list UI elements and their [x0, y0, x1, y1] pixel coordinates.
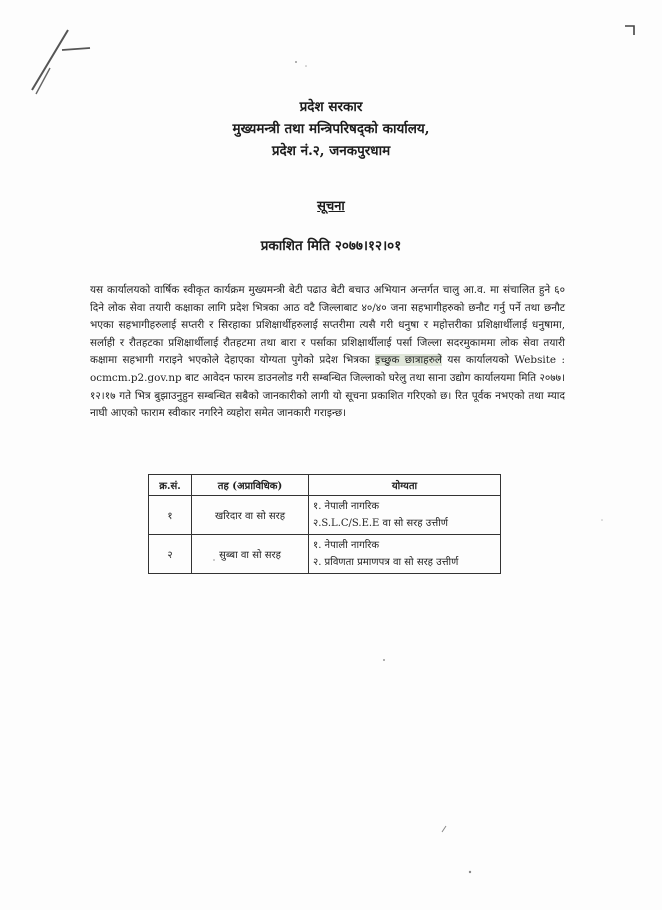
table-row — [149, 496, 501, 535]
eligibility-table — [148, 474, 501, 574]
letterhead-line-province: प्रदेश नं.२, जनकपुरधाम — [271, 143, 391, 159]
table-header-row — [149, 475, 501, 496]
published-date: प्रकाशित मिति २०७७।१२।०१ — [260, 238, 402, 254]
qualification-item: १. नेपाली नागरिक — [313, 501, 380, 512]
column-header-level: तह (अप्राविधिक) — [192, 475, 309, 496]
notice-body — [90, 282, 565, 423]
letterhead-line-government: प्रदेश सरकार — [299, 99, 363, 115]
qualification-item: २. प्रविणता प्रमाणपत्र वा सो सरह उत्तीर्ण — [313, 557, 459, 568]
notice-body-part2: यस कार्यालयको Website : ocmcm.p2.gov.np बाट आवेदन फारम डाउनलोड गरी सम्बन्धित जिल्लाको घरेलु तथा साना उद्योग कार्यालयमा मिति २०७७।१२।१७ गते भित्र बुझाउनुहुन सम्बन्धित सबैको जानकारीको लागी यो सूचना प्रकाशित गरिएको छ। रित पूर्वक नभएको तथा म्याद नाघी आएको फाराम स्वीकार नगरिने व्यहोरा समेत जानकारी गराइन्छ। — [90, 354, 565, 420]
notice-body-part1: यस कार्यालयको वार्षिक स्वीकृत कार्यक्रम मुख्यमन्त्री बेटी पढाउ बेटी बचाउ अभियान अन्तर्गत चालु आ.व. मा संचालित हुने ६० दिने लोक सेवा तयारी कक्षाका लागि प्रदेश भित्रका आठ वटै जिल्लाबाट ४०/४० जना सहभागीहरुको छनौट गर्नु पर्ने तथा छनौट भएका सहभागीहरुलाई सप्तरी र सिरहाका प्रशिक्षार्थीहरुलाई सप्तरीमा त्यसै गरी धनुषा र महोत्तरीका प्रशिक्षार्थीलाई धनुषामा, सर्लाही र रौतहटका प्रशिक्षार्थीलाई रौतहटमा तथा बारा र पर्साका प्रशिक्षार्थीलाई पर्सा जिल्ला सदरमुकाममा लोक सेवा तयारी कक्षामा सहभागी गराइने भएकोले देहाएका योग्यता पुगेको प्रदेश भित्रका — [90, 284, 565, 367]
cell-level: सुब्बा वा सो सरह — [192, 535, 309, 574]
cell-serial: २ — [149, 535, 192, 574]
notice-heading — [0, 196, 662, 214]
pen-stroke-mark — [28, 28, 98, 98]
corner-mark — [624, 24, 636, 36]
column-header-qualification: योग्यता — [309, 475, 501, 496]
table-row — [149, 535, 501, 574]
qualification-item: १. नेपाली नागरिक — [313, 540, 380, 551]
column-header-serial: क्र.सं. — [149, 475, 192, 496]
cell-level: खरिदार वा सो सरह — [192, 496, 309, 535]
cell-qualification — [309, 535, 501, 574]
letterhead — [0, 96, 662, 162]
letterhead-line-office: मुख्यमन्त्री तथा मन्त्रिपरिषद्को कार्यालय, — [232, 121, 430, 137]
qualification-item: २.S.L.C/S.E.E वा सो सरह उत्तीर्ण — [313, 518, 448, 529]
notice-body-highlight: इच्छुक छात्राहरुले — [375, 354, 442, 367]
cell-qualification — [309, 496, 501, 535]
cell-serial: १ — [149, 496, 192, 535]
notice-heading-text: सूचना — [317, 199, 345, 214]
